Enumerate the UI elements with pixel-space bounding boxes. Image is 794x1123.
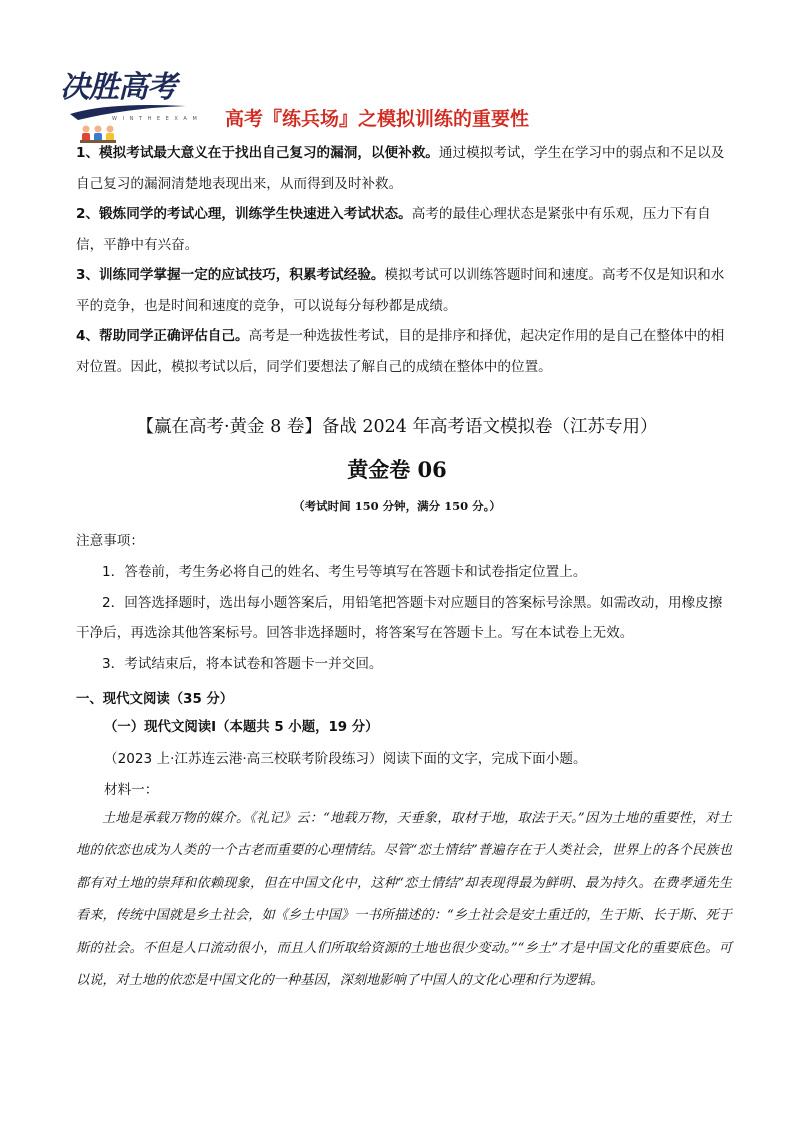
- reading-passage: [76, 803, 732, 997]
- exam-title: 【赢在高考·黄金 8 卷】备战 2024 年高考语文模拟卷（江苏专用）: [136, 417, 658, 437]
- source-note: （2023 上·江苏连云港·高三校联考阶段练习）阅读下面的文字，完成下面小题。: [104, 751, 587, 767]
- exam-subtitle: 黄金卷 06: [347, 457, 447, 482]
- notes-item: 1．答卷前，考生务必将自己的姓名、考生号等填写在答题卡和试卷指定位置上。: [102, 563, 587, 580]
- intro-item: 3、训练同学掌握一定的应试技巧，积累考试经验。模拟考试可以训练答题时间和速度。高考不仅是知识和水平的竞争，也是时间和速度的竞争，可以说每分每秒都是成绩。: [76, 267, 725, 314]
- intro-item: 1、模拟考试最大意义在于找出自己复习的漏洞，以便补救。通过模拟考试，学生在学习中的弱点和不足以及自己复习的漏洞清楚地表现出来，从而得到及时补救。: [76, 145, 725, 192]
- banner-title: 高考『练兵场』之模拟训练的重要性: [225, 108, 530, 130]
- notes-item: 2．回答选择题时，选出每小题答案后，用铅笔把答题卡对应题目的答案标号涂黑。如需改动，用橡皮擦干净后，再选涂其他答案标号。回答非选择题时，将答案写在答题卡上。写在本试卷上无效。: [76, 594, 723, 642]
- section-heading: 一、现代文阅读（35 分）: [76, 692, 234, 707]
- exam-time-note: （考试时间 150 分钟，满分 150 分。）: [293, 499, 501, 513]
- notes-item: 3．考试结束后，将本试卷和答题卡一并交回。: [102, 656, 383, 673]
- logo-tagline: W I N T H E E X A M: [112, 116, 199, 122]
- notes-section: [76, 526, 726, 680]
- passage-paragraph: 土地是承载万物的媒介。《礼记》云：“地载万物，天垂象，取材于地，取法于天。”因为土地的重要性，对土地的依恋也成为人类的一个古老而重要的心理情结。尽管“恋土情结”普遍存在于人类社会，世界上的各个民族也都有对土地的崇拜和依赖现象，但在中国文化中，这种“恋土情结”却表现得最为鲜明、最为持久。在费孝通先生看来，传统中国就是乡土社会，如《乡土中国》一书所描述的：“乡土社会是安土重迁的，生于斯、长于斯、死于斯的社会。不但是人口流动很小，而且人们所取给资源的土地也很少变动。”“乡土”才是中国文化的重要底色。可以说，对土地的依恋是中国文化的一种基因，深刻地影响了中国人的文化心理和行为逻辑。: [76, 811, 732, 989]
- intro-list: [76, 138, 726, 382]
- intro-item: 2、锻炼同学的考试心理，训练学生快速进入考试状态。高考的最佳心理状态是紧张中有乐观，压力下有自信，平静中有兴奋。: [76, 206, 711, 253]
- material-label: 材料一：: [104, 782, 159, 798]
- logo-brand-text: 决胜高考: [60, 70, 176, 105]
- notes-heading: 注意事项：: [76, 533, 144, 549]
- subsection-heading: （一）现代文阅读Ⅰ（本题共 5 小题，19 分）: [104, 720, 379, 735]
- intro-item: 4、帮助同学正确评估自己。高考是一种选拔性考试，目的是排序和择优，起决定作用的是自己在整体中的相对位置。因此，模拟考试以后，同学们要想法了解自己的成绩在整体中的位置。: [76, 328, 725, 375]
- logo: [60, 62, 199, 144]
